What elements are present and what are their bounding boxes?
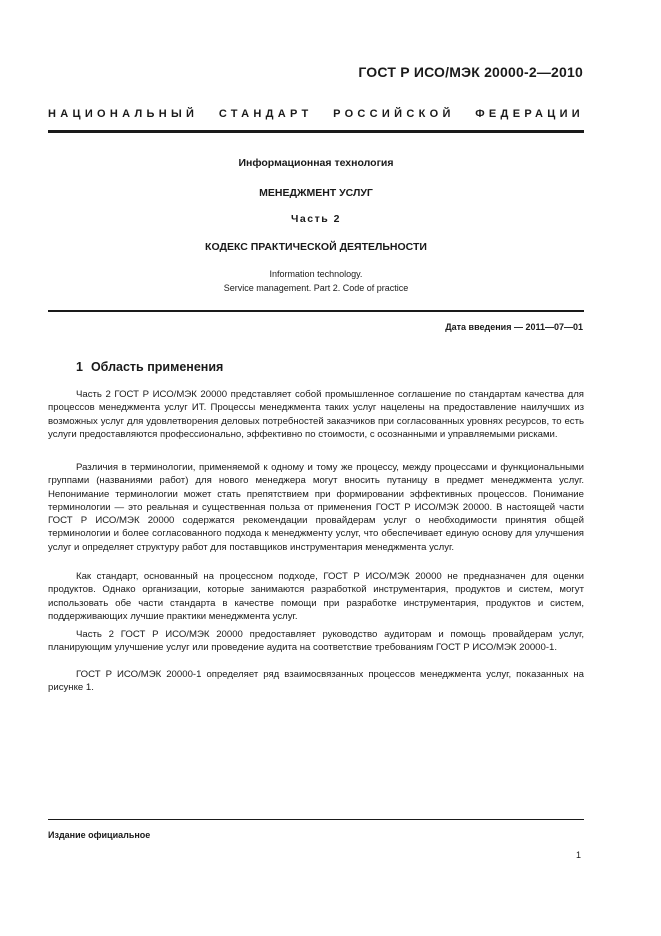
title-part: Часть 2 — [291, 213, 341, 225]
paragraph: ГОСТ Р ИСО/МЭК 20000-1 определяет ряд взаимосвязанных процессов менеджмента услуг, показанных на рисунке 1. — [48, 669, 584, 694]
paragraph: Часть 2 ГОСТ Р ИСО/МЭК 20000 представляет собой промышленное соглашение по стандартам качества для процессов менеджмента услуг ИТ. Процессы менеджмента таких услуг нацелены на предоставление наилучших из возможных услуг для удовлетворения деловых потребностей заказчиков при согласованных уровнях ресурсов, то есть услуги предоставляются профессионально, эффективно по стоимости, с осознанными и управляемыми рисками. — [48, 389, 584, 440]
section-number: 1 — [76, 360, 83, 374]
section-title: Область применения — [90, 360, 224, 374]
edition-note: Издание официальное — [48, 830, 151, 840]
header-divider — [48, 130, 584, 133]
paragraph: Часть 2 ГОСТ Р ИСО/МЭК 20000 предоставляет руководство аудиторам и помощь провайдерам услуг, планирующим улучшение услуг или проведение аудита на соответствие требованиям ГОСТ Р ИСО/МЭК 20000-1. — [48, 629, 584, 654]
english-title-line-1: Information technology. — [269, 269, 363, 279]
title-service-management: МЕНЕДЖМЕНТ УСЛУГ — [259, 187, 373, 199]
section-heading — [76, 360, 223, 374]
title-code-of-practice: КОДЕКС ПРАКТИЧЕСКОЙ ДЕЯТЕЛЬНОСТИ — [205, 241, 427, 253]
english-title-line-2: Service management. Part 2. Code of practice — [223, 283, 409, 293]
title-divider — [48, 310, 584, 312]
footer-divider — [48, 819, 584, 820]
paragraph: Как стандарт, основанный на процессном подходе, ГОСТ Р ИСО/МЭК 20000 не предназначен для оценки продуктов. Однако организации, которые занимаются разработкой инструментария, продуктов и систем, могут использовать обе части стандарта в качестве помощи при разработке инструментария, продуктов и систем, поддерживающих лучшие практики менеджмента услуг. — [48, 571, 584, 622]
page-number: 1 — [575, 850, 581, 860]
title-information-technology: Информационная технология — [238, 157, 394, 169]
document-code: ГОСТ Р ИСО/МЭК 20000-2—2010 — [358, 64, 583, 80]
paragraph: Различия в терминологии, применяемой к одному и тому же процессу, между процессами и функциональными группами (названиями работ) для нового менеджера могут вносить путаницу в предмет менеджмента услуг. Непонимание терминологии может стать препятствием при формировании эффективных процессов. Понимание терминологии — это реальная и существенная польза от применения ГОСТ Р ИСО/МЭК 20000. В настоящей части ГОСТ Р ИСО/МЭК 20000 содержатся рекомендации провайдерам услуг о необходимости принятия общей терминологии и более согласованного подхода к менеджменту услуг, что обеспечивает единую основу для улучшения услуг и определяет структуру работ для поставщиков инструментария менеджмента услуг. — [48, 462, 584, 553]
introduction-date: Дата введения — 2011—07—01 — [445, 322, 583, 332]
national-standard-title: НАЦИОНАЛЬНЫЙ СТАНДАРТ РОССИЙСКОЙ ФЕДЕРАЦИИ — [48, 108, 584, 120]
